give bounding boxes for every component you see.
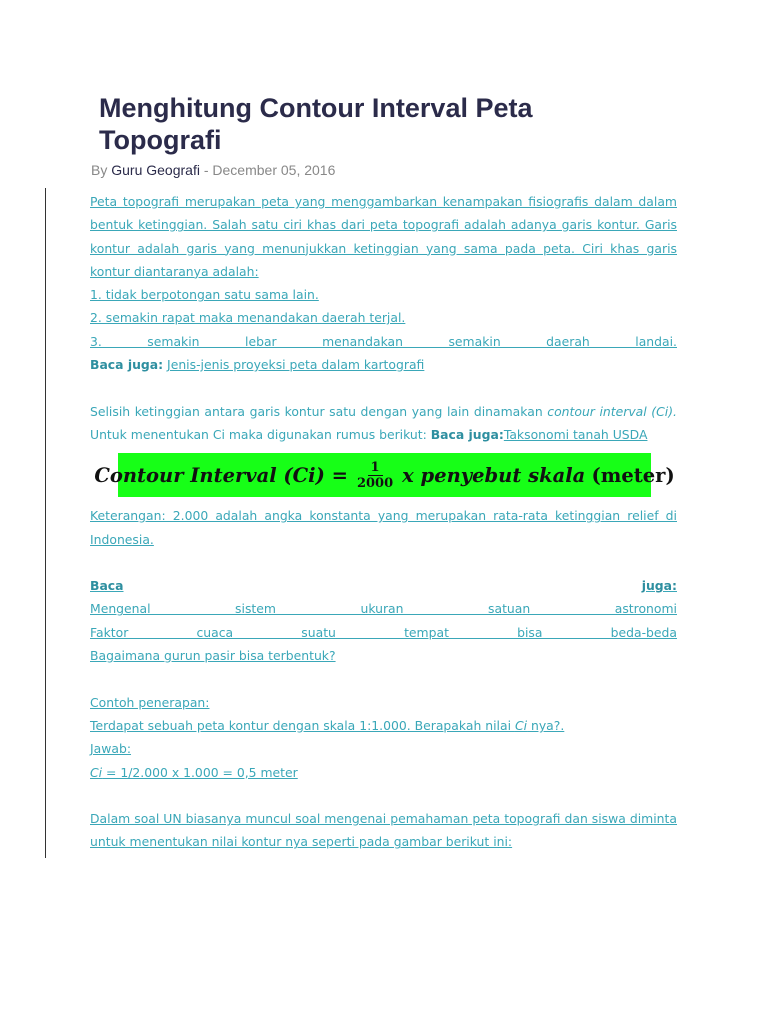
selisih-text: Selisih ketinggian antara garis kontur satu dengan yang lain dinamakan [90,403,548,419]
spacer [90,667,677,690]
spacer [90,551,677,574]
intro-paragraph: Peta topografi merupakan peta yang menggambarkan kenampakan fisiografis dalam dalam bentuk ketinggian. Salah satu ciri khas dari peta topografi adalah adanya garis kontur. Garis kontur adalah garis yang menunjukkan ketinggian yang sama pada peta. Ciri khas garis kontur diantaranya adalah: [90,194,677,279]
question-italic: Ci [514,717,528,733]
formula-block [90,446,677,504]
post-date: December 05, 2016 [212,162,336,178]
article-body [90,190,677,854]
formula-unit: (meter) [591,463,675,487]
spacer [90,376,677,399]
related-link-astronomi[interactable]: Mengenal sistem ukuran satuan astronomi [90,601,677,617]
related-link-proyeksi[interactable]: Jenis-jenis proyeksi peta dalam kartografi [167,357,425,373]
contour-interval-formula [94,453,675,497]
formula-fraction [354,460,396,491]
baca-juga-label: Baca juga: [430,426,504,442]
formula-rhs: x penyebut skala [402,463,586,487]
article-title: Menghitung Contour Interval Peta Topografi [99,93,533,155]
baca-juga-line [90,353,677,376]
answer-line [90,761,677,784]
selisih-paragraph [90,400,677,447]
related-link-taksonomi[interactable]: Taksonomi tanah USDA [503,426,648,442]
by-prefix: By [91,162,108,178]
formula-lhs: Contour Interval (Ci) = [94,463,348,487]
selisih-text-2: Untuk menentukan Ci maka digunakan rumus berikut: [90,426,431,442]
fraction-numerator: 1 [368,460,383,476]
keterangan-paragraph: Keterangan: 2.000 adalah angka konstanta yang merupakan rata-rata ketinggian relief di Indonesia. [90,508,677,547]
spacer [90,784,677,807]
question-text-2: nya?. [527,717,565,733]
selisih-italic: contour interval (Ci). [547,403,677,419]
list-item: 1. tidak berpotongan satu sama lain. [90,287,319,303]
article-byline [91,162,335,178]
list-item: 2. semakin rapat maka menandakan daerah terjal. [90,310,406,326]
juga-word: juga: [641,578,677,594]
closing-paragraph: Dalam soal UN biasanya muncul soal mengenai pemahaman peta topografi dan siswa diminta untuk menentukan nilai kontur nya seperti pada gambar berikut ini: [90,811,677,850]
jawab-label: Jawab: [90,741,132,757]
baca-juga-label: Baca juga: [90,357,164,373]
baca-word: Baca [90,578,124,594]
contoh-question [90,714,677,737]
contoh-title: Contoh penerapan: [90,694,210,710]
question-text: Terdapat sebuah peta kontur dengan skala 1:1.000. Berapakah nilai [90,717,515,733]
related-link-cuaca[interactable]: Faktor cuaca suatu tempat bisa beda-beda [90,624,677,640]
date-separator: - [199,162,213,178]
content-left-border [45,188,46,858]
related-link-gurun[interactable]: Bagaimana gurun pasir bisa terbentuk? [90,648,336,664]
list-item: 3. semakin lebar menandakan semakin daerah landai. [90,333,677,349]
baca-juga-heading [90,574,677,597]
author-link[interactable]: Guru Geografi [111,162,200,178]
answer-italic: Ci [90,764,103,780]
fraction-denominator: 2000 [356,475,394,491]
answer-text: = 1/2.000 x 1.000 = 0,5 meter [102,764,298,780]
